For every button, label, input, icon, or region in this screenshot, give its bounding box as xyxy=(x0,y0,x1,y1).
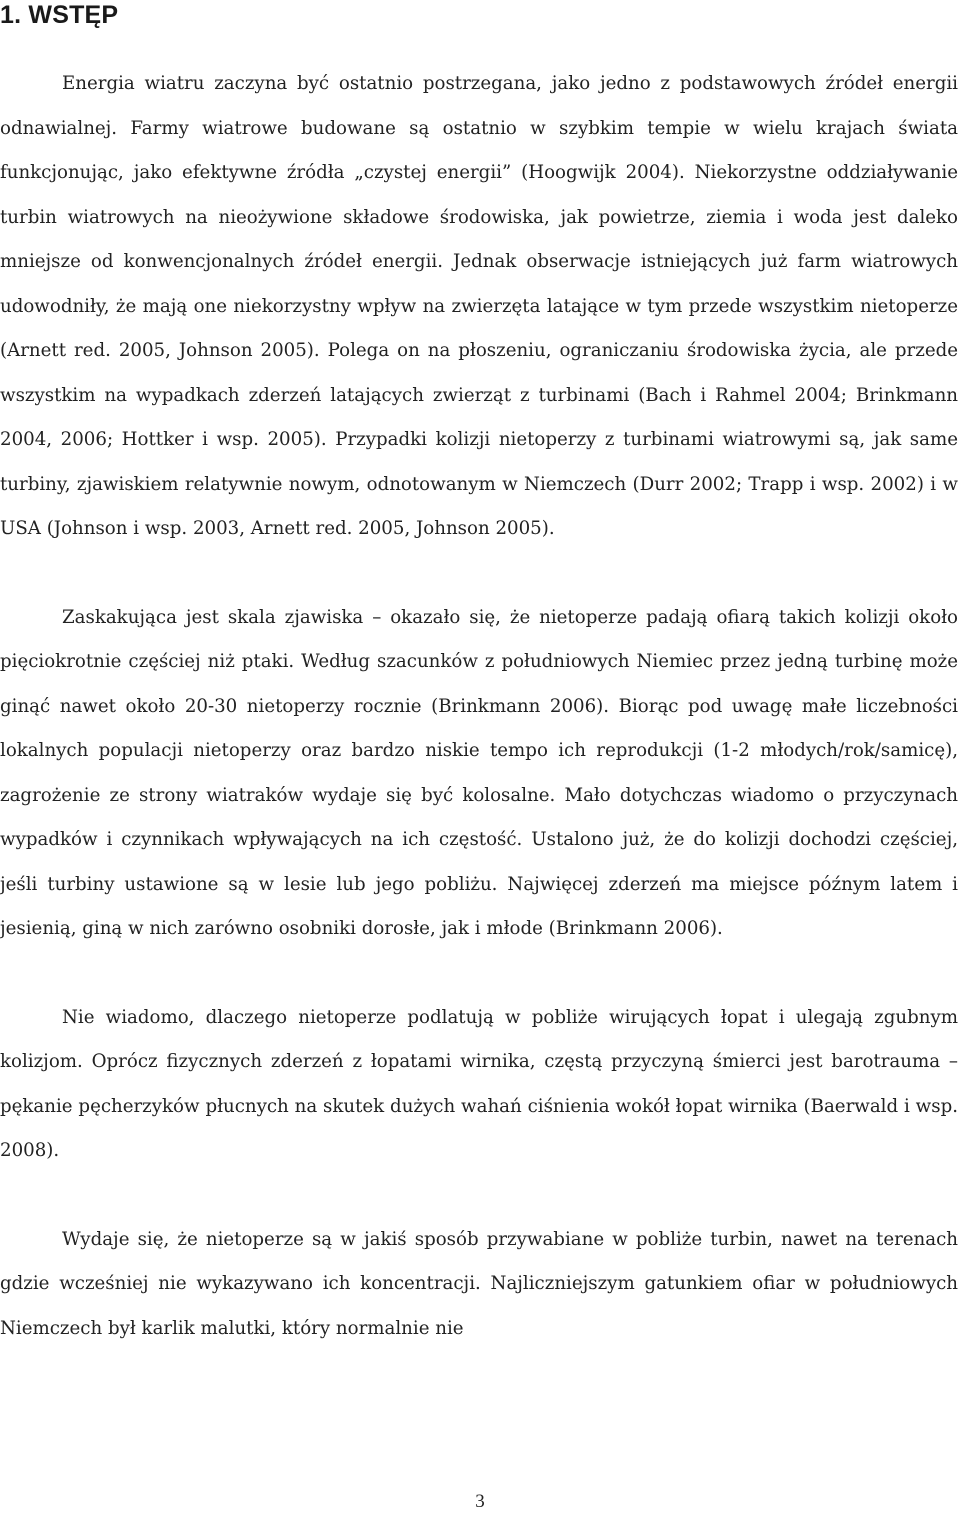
paragraph-causes: Nie wiadomo, dlaczego nietoperze podlatują w pobliże wirujących łopat i ulegają zgubnym kolizjom. Oprócz fizycznych zderzeń z łopatami wirnika, częstą przyczyną śmierci jest barotrauma – pękanie pęcherzyków płucnych na skutek dużych wahań ciśnienia wokół łopat wirnika (Baerwald i wsp. 2008). xyxy=(0,1006,958,1161)
paragraph-scale: Zaskakująca jest skala zjawiska – okazało się, że nietoperze padają ofiarą takich kolizji około pięciokrotnie częściej niż ptaki. Według szacunków z południowych Niemiec przez jedną turbinę może ginąć nawet około 20-30 nietoperzy rocznie (Brinkmann 2006). Biorąc pod uwagę małe liczebności lokalnych populacji nietoperzy oraz bardzo niskie tempo ich reprodukcji (1-2 młodych/rok/samicę), zagrożenie ze strony wiatraków wydaje się być kolosalne. Mało dotychczas wiadomo o przyczynach wypadków i czynnikach wpływających na ich częstość. Ustalono już, że do kolizji dochodzi częściej, jeśli turbiny ustawione są w lesie lub jego pobliżu. Najwięcej zderzeń ma miejsce późnym latem i jesienią, giną w nich zarówno osobniki dorosłe, jak i młode (Brinkmann 2006). xyxy=(0,606,958,939)
page-number: 3 xyxy=(475,1491,485,1512)
paragraph-intro: Energia wiatru zaczyna być ostatnio postrzegana, jako jedno z podstawowych źródeł energii odnawialnej. Farmy wiatrowe budowane są ostatnio w szybkim tempie w wielu krajach świata funkcjonując, jako efektywne źródła „czystej energii” (Hoogwijk 2004). Niekorzystne oddziaływanie turbin wiatrowych na nieożywione składowe środowiska, jak powietrze, ziemia i woda jest daleko mniejsze od konwencjonalnych źródeł energii. Jednak obserwacje istniejących już farm wiatrowych udowodniły, że mają one niekorzystny wpływ na zwierzęta latające w tym przede wszystkim nietoperze (Arnett red. 2005, Johnson 2005). Polega on na płoszeniu, ograniczaniu środowiska życia, ale przede wszystkim na wypadkach zderzeń latających zwierząt z turbinami (Bach i Rahmel 2004; Brinkmann 2004, 2006; Hottker i wsp. 2005). Przypadki kolizji nietoperzy z turbinami wiatrowymi są, jak same turbiny, zjawiskiem relatywnie nowym, odnotowanym w Niemczech (Durr 2002; Trapp i wsp. 2002) i w USA (Johnson i wsp. 2003, Arnett red. 2005, Johnson 2005). xyxy=(0,73,958,539)
paragraph-attraction: Wydaje się, że nietoperze są w jakiś sposób przywabiane w pobliże turbin, nawet na terenach gdzie wcześniej nie wykazywano ich koncentracji. Najliczniejszym gatunkiem ofiar w południowych Niemczech był karlik malutki, który normalnie nie xyxy=(0,1228,958,1339)
section-heading: 1. WSTĘP xyxy=(0,1,119,29)
document-body xyxy=(0,62,958,1351)
